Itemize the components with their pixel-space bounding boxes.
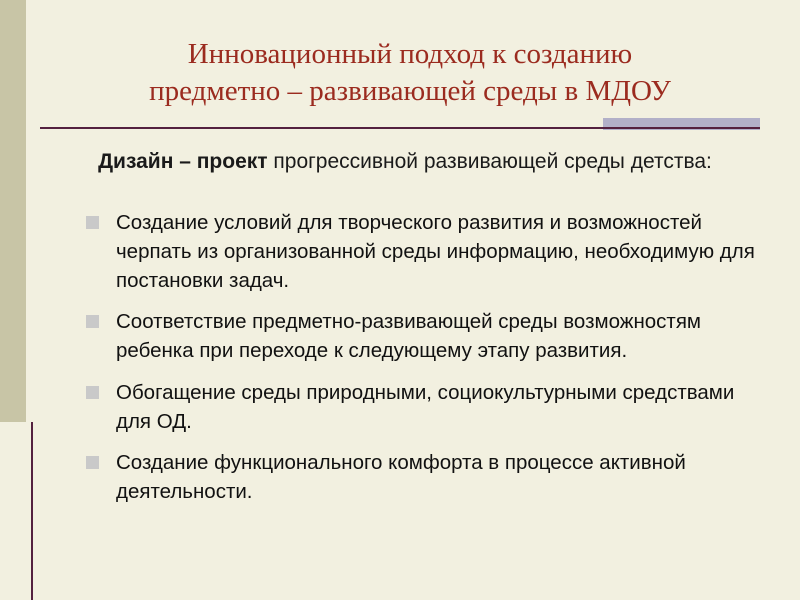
square-bullet-icon: [86, 216, 99, 229]
square-bullet-icon: [86, 386, 99, 399]
title-divider: [40, 127, 760, 129]
page-title: [60, 36, 760, 110]
list-item: [86, 307, 758, 365]
list-item-text: Создание условий для творческого развития и возможностей черпать из организованной среды информацию, необходимую для постановки задач.: [116, 211, 755, 293]
sidebar-vertical-rule: [31, 422, 33, 600]
page-title-line-1: Инновационный подход к созданию: [187, 38, 633, 70]
sidebar-bottom-band: [0, 422, 26, 600]
list-item-text: Создание функционального комфорта в процессе активной деятельности.: [116, 450, 686, 503]
list-item: [86, 448, 758, 506]
list-item-text: Соответствие предметно-развивающей среды возможностям ребенка при переходе к следующему этапу развития.: [116, 310, 702, 363]
page-title-line-2: предметно – развивающей среды в МДОУ: [149, 75, 671, 108]
sidebar-top-band: [0, 0, 26, 422]
list-item: [86, 208, 758, 295]
list-item: [86, 378, 758, 436]
square-bullet-icon: [86, 315, 99, 328]
list-item-text: Обогащение среды природными, социокультурными средствами для ОД.: [116, 380, 735, 433]
subtitle-rest: прогрессивной развивающей среды детства:: [267, 150, 712, 173]
subtitle: [60, 148, 750, 176]
square-bullet-icon: [86, 456, 99, 469]
subtitle-strong: Дизайн – проект: [98, 150, 268, 173]
bullet-list: [86, 208, 758, 518]
